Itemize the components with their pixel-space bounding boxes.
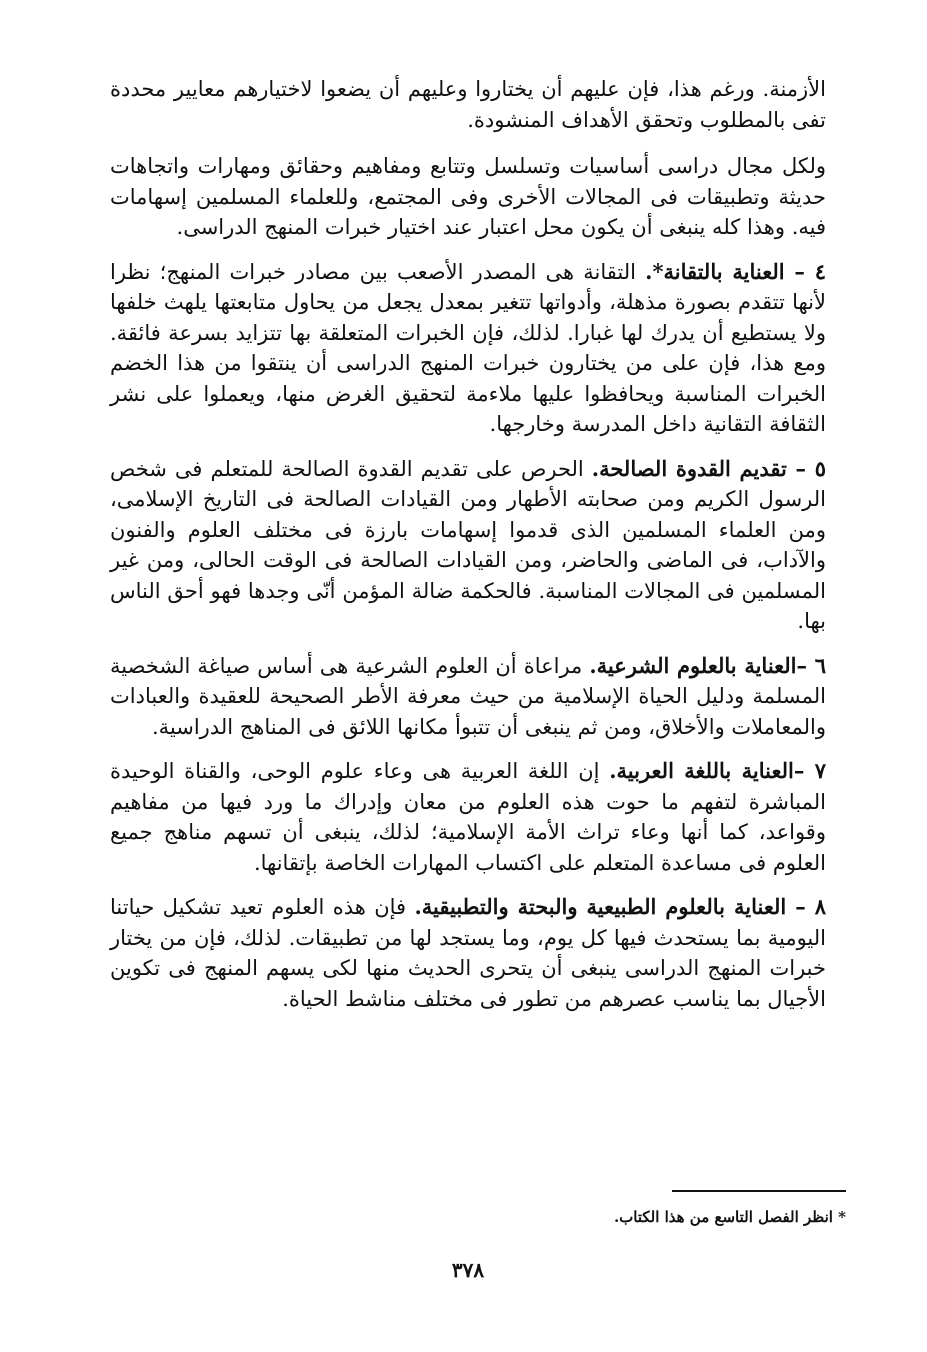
paragraph-natural-sciences	[110, 892, 826, 1014]
paragraph-text: إن اللغة العربية هى وعاء علوم الوحى، والقناة الوحيدة المباشرة لتفهم ما حوت هذه العلوم من معان وإدراك ما ورد فيها من مفاهيم وقواعد، كما أنها وعاء تراث الأمة الإسلامية؛ لذلك، ينبغى أن تسهم مناهج جميع العلوم فى مساعدة المتعلم على اكتساب المهارات الخاصة بإتقانها.	[110, 759, 826, 875]
paragraph-text: الحرص على تقديم القدوة الصالحة للمتعلم فى شخص الرسول الكريم ومن صحابته الأطهار ومن القيادات الصالحة فى التاريخ الإسلامى، ومن العلماء المسلمين الذى قدموا إسهامات بارزة فى مختلف العلوم والفنون والآداب، فى الماضى والحاضر، ومن القيادات الصالحة فى الوقت الحالى، ومن غير المسلمين فى المجالات المناسبة. فالحكمة ضالة المؤمن أنّى وجدها فهو أحق الناس بها.	[110, 456, 826, 633]
paragraph-heading: ٨ – العناية بالعلوم الطبيعية والبحتة والتطبيقية.	[414, 894, 826, 919]
paragraph-heading: ٥ – تقديم القدوة الصالحة.	[591, 455, 826, 481]
paragraph-text: فإن هذه العلوم تعيد تشكيل حياتنا اليومية بما يستحدث فيها كل يوم، وما يستجد لها من تطبيقات. لذلك، فإن من يختار خبرات المنهج الدراسى ينبغى أن يتحرى الحديث منها لكى يسهم المنهج فى تكوين الأجيال بما يناسب عصرهم من تطور فى مختلف مناشط الحياة.	[110, 895, 826, 1011]
paragraph-heading: ٦ –العناية بالعلوم الشرعية.	[589, 652, 826, 678]
footnote-divider	[672, 1190, 846, 1192]
paragraph-text: الأزمنة. ورغم هذا، فإن عليهم أن يختاروا وعليهم أن يضعوا لاختيارهم معايير محددة تفى بالمطلوب وتحقق الأهداف المنشودة.	[110, 77, 826, 132]
paragraph-heading: ٧ –العناية باللغة العربية.	[609, 758, 826, 783]
paragraph-continuation	[110, 74, 826, 135]
body-text	[110, 74, 826, 1028]
paragraph-subject-fields	[110, 151, 826, 243]
paragraph-text: مراعاة أن العلوم الشرعية هى أساس صياغة الشخصية المسلمة ودليل الحياة الإسلامية من حيث معرفة الأطر الصحيحة للعقيدة والعبادات والمعاملات والأخلاق، ومن ثم ينبغى أن تتبوأ مكانها اللائق فى المناهج الدراسية.	[110, 653, 826, 739]
paragraph-technology	[110, 257, 826, 440]
page-number: ٣٧٨	[451, 1258, 485, 1282]
paragraph-role-models	[110, 454, 826, 637]
footnote: * انظر الفصل التاسع من هذا الكتاب.	[613, 1208, 846, 1226]
paragraph-heading: ٤ – العناية بالتقانة*.	[645, 258, 826, 284]
paragraph-text: التقانة هى المصدر الأصعب بين مصادر خبرات المنهج؛ نظرا لأنها تتقدم بصورة مذهلة، وأدواتها تتغير بمعدل يجعل من يحاول متابعتها يلهث خلفها ولا يستطيع أن يدرك لها غبارا. لذلك، فإن الخبرات المتعلقة بها تتزايد بسرعة فائقة. ومع هذا، فإن على من يختارون خبرات المنهج الدراسى أن ينتقوا من هذا الخضم الخبرات المناسبة ويحافظوا عليها ملاءمة لتحقيق الغرض منها، ويعملوا على نشر الثقافة التقانية داخل المدرسة وخارجها.	[110, 259, 826, 436]
paragraph-text: ولكل مجال دراسى أساسيات وتسلسل وتتابع ومفاهيم وحقائق ومهارات واتجاهات حديثة وتطبيقات فى المجالات الأخرى وفى المجتمع، وللعلماء المسلمين إسهامات فيه. وهذا كله ينبغى أن يكون محل اعتبار عند اختيار خبرات المنهج الدراسى.	[110, 154, 826, 239]
paragraph-sharia-sciences	[110, 651, 826, 743]
paragraph-arabic-language	[110, 756, 826, 878]
